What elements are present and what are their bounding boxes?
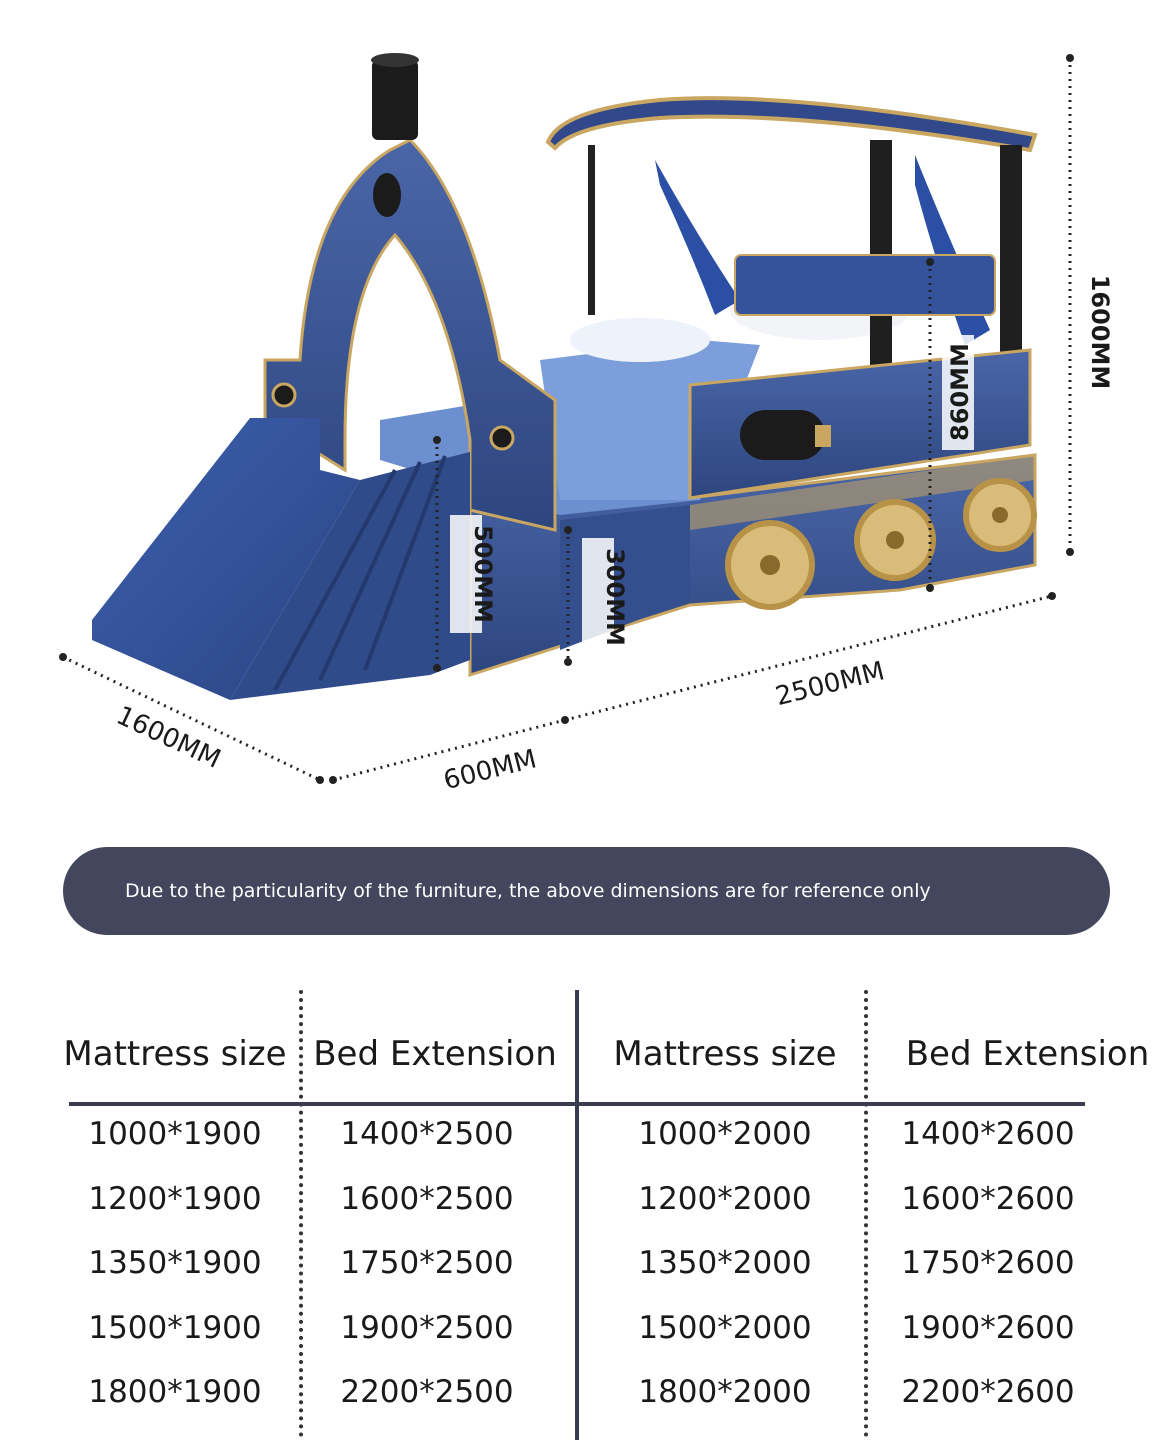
cell-mattress-2: 1000*2000	[638, 1116, 812, 1152]
cell-mattress-1: 1350*1900	[88, 1245, 262, 1281]
column-divider	[299, 990, 303, 1437]
reference-notice	[63, 847, 1110, 935]
table-center-divider	[575, 990, 579, 1440]
dim-length: 2500MM	[772, 656, 888, 713]
dim-width: 1600MM	[111, 700, 226, 775]
dim-step-depth: 600MM	[440, 744, 540, 797]
cell-mattress-2: 1500*2000	[638, 1310, 812, 1346]
cell-extension-1: 1400*2500	[340, 1116, 514, 1152]
header-bed-extension-2: Bed Extension	[905, 1034, 1150, 1074]
cell-mattress-1: 1500*1900	[88, 1310, 262, 1346]
dim-height-total: 1600MM	[1086, 274, 1114, 390]
cell-extension-2: 1600*2600	[901, 1181, 1075, 1217]
header-bed-extension-1: Bed Extension	[313, 1034, 557, 1074]
cell-mattress-1: 1000*1900	[88, 1116, 262, 1152]
dim-height-step: 300MM	[601, 548, 629, 646]
wheel-middle	[857, 502, 933, 578]
header-mattress-size-2: Mattress size	[613, 1034, 837, 1074]
cell-extension-1: 1900*2500	[340, 1310, 514, 1346]
cell-mattress-1: 1200*1900	[88, 1181, 262, 1217]
cell-extension-2: 1900*2600	[901, 1310, 1075, 1346]
cell-mattress-2: 1350*2000	[638, 1245, 812, 1281]
header-mattress-size-1: Mattress size	[63, 1034, 287, 1074]
cell-extension-1: 1750*2500	[340, 1245, 514, 1281]
cell-mattress-1: 1800*1900	[88, 1374, 262, 1410]
cell-extension-2: 1400*2600	[901, 1116, 1075, 1152]
cell-mattress-2: 1200*2000	[638, 1181, 812, 1217]
header-underline	[69, 1102, 1085, 1106]
cell-extension-2: 2200*2600	[901, 1374, 1075, 1410]
notice-text: Due to the particularity of the furniture, the above dimensions are for reference only	[125, 880, 931, 902]
dim-height-cabin: 860MM	[946, 343, 974, 441]
cell-extension-2: 1750*2600	[901, 1245, 1075, 1281]
cell-extension-1: 2200*2500	[340, 1374, 514, 1410]
dim-height-side: 500MM	[469, 525, 497, 623]
size-table	[0, 990, 1170, 1443]
column-divider	[864, 990, 868, 1437]
wheel-rear	[966, 481, 1034, 549]
cell-extension-1: 1600*2500	[340, 1181, 514, 1217]
wheel-front	[728, 523, 812, 607]
cell-mattress-2: 1800*2000	[638, 1374, 812, 1410]
